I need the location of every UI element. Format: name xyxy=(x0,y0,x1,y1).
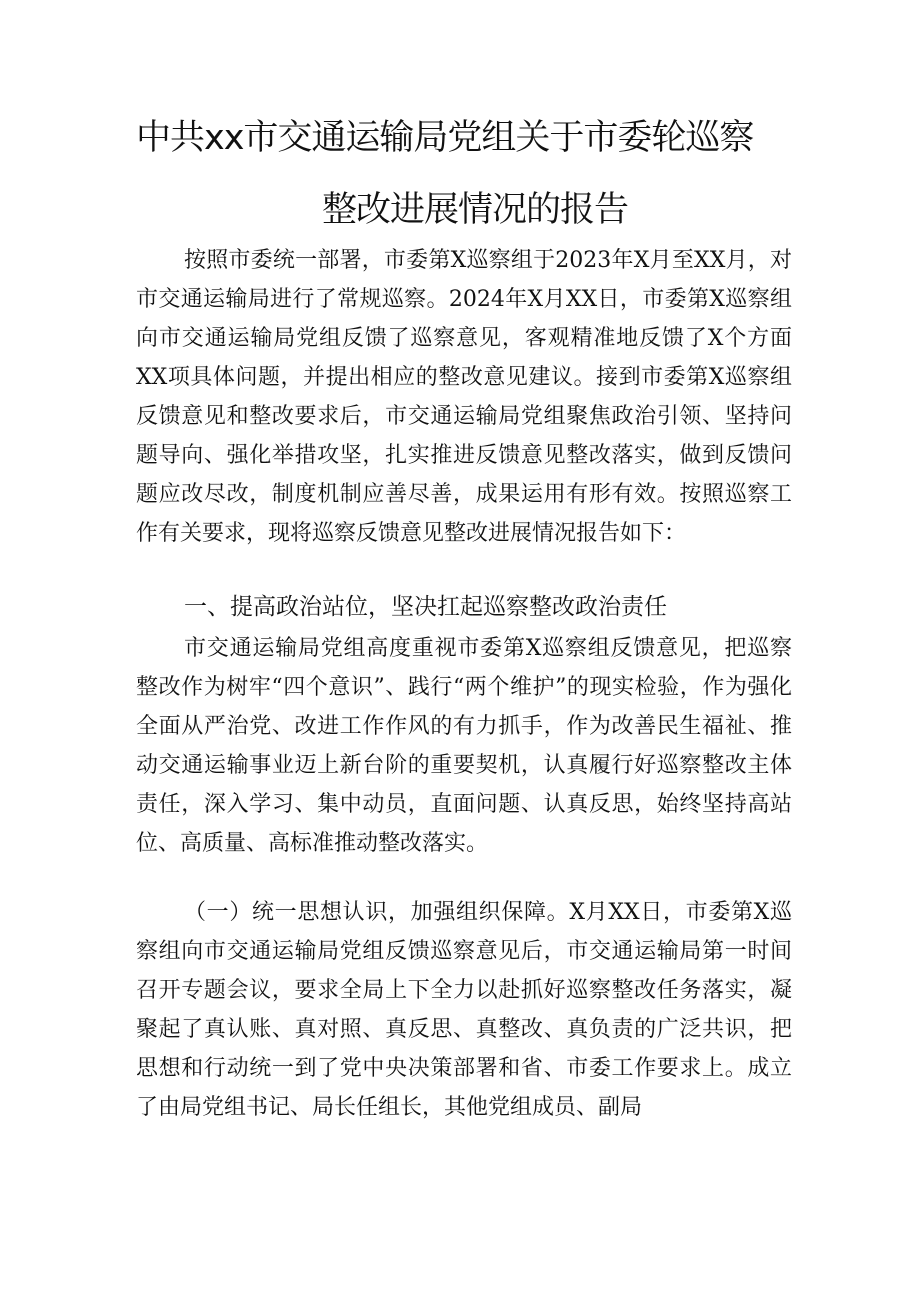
section-1-heading: 一、提高政治站位，坚决扛起巡察整改政治责任 xyxy=(184,594,667,620)
intro-paragraph: 按照市委统一部署，市委第X巡察组于2023年X月至XX月，对市交通运输局进行了常规巡察。2024年X月XX日，市委第X巡察组向市交通运输局党组反馈了巡察意见，客观精准地反馈了X个方面XX项具体问题，并提出相应的整改意见建议。接到市委第X巡察组反馈意见和整改要求后，市交通运输局党组聚焦政治引领、坚持问题导向、强化举措攻坚，扎实推进反馈意见整改落实，做到反馈问题应改尽改，制度机制应善尽善，成果运用有形有效。按照巡察工作有关要求，现将巡察反馈意见整改进展情况报告如下： xyxy=(136,248,792,546)
subsection-1-body: X月XX日，市委第X巡察组向市交通运输局党组反馈巡察意见后，市交通运输局第一时间召开专题会议，要求全局上下全力以赴抓好巡察整改任务落实，凝聚起了真认账、真对照、真反思、真整改、真负责的广泛共识，把思想和行动统一到了党中央决策部署和省、市委工作要求上。成立了由局党组书记、局长任组长，其他党组成员、副局 xyxy=(136,900,792,1120)
subsection-1-paragraph xyxy=(136,893,792,1127)
subsection-1-heading: （一）统一思想认识，加强组织保障。 xyxy=(184,900,570,925)
document-title-line-2: 整改进展情况的报告 xyxy=(322,190,629,230)
section-1-paragraph: 市交通运输局党组高度重视市委第X巡察组反馈意见，把巡察整改作为树牢“四个意识”、践行“两个维护”的现实检验，作为强化全面从严治党、改进工作作风的有力抓手，作为改善民生福祉、推动交通运输事业迈上新台阶的重要契机，认真履行好巡察整改主体责任，深入学习、集中动员，直面问题、认真反思，始终坚持高站位、高质量、高标准推动整改落实。 xyxy=(136,636,792,856)
document-title-line-1: 中共xx市交通运输局党组关于市委轮巡察 xyxy=(136,118,754,158)
